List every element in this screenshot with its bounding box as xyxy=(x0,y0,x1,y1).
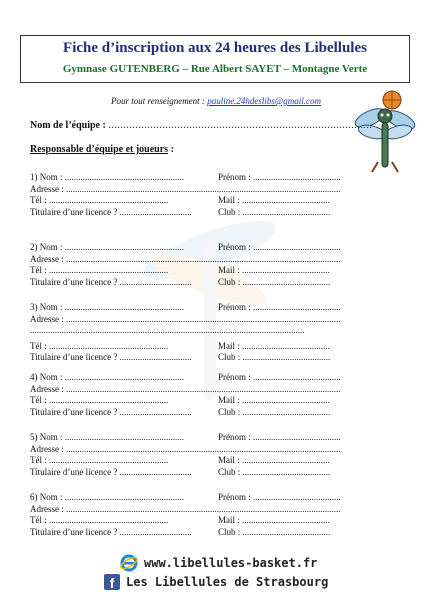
form-line xyxy=(30,467,370,479)
club-input-dots[interactable]: ....................................... xyxy=(242,352,331,362)
player-number: 6) xyxy=(30,492,38,502)
header-box xyxy=(20,35,410,83)
prenom-input-dots[interactable]: ....................................... xyxy=(253,492,341,502)
licence-label: Titulaire d’une licence ? xyxy=(30,206,118,217)
form-right-column xyxy=(218,277,330,289)
adresse-label: Adresse : xyxy=(30,443,64,454)
mail-input-dots[interactable]: ....................................... xyxy=(242,395,330,405)
form-line xyxy=(30,184,370,196)
form-line xyxy=(30,325,370,337)
form-line xyxy=(30,492,370,504)
tel-label: Tél : xyxy=(30,395,47,405)
player-number: 1) xyxy=(30,172,38,182)
form-line xyxy=(30,314,370,326)
form-right-column xyxy=(218,195,330,207)
club-input-dots[interactable]: ....................................... xyxy=(242,526,331,537)
form-line xyxy=(30,444,370,456)
nom-input-dots[interactable]: ..................................................... xyxy=(64,302,185,312)
adresse-input-dots[interactable]: .......................................................................................................................... xyxy=(66,503,341,514)
form-line xyxy=(30,395,370,407)
form-right-column xyxy=(218,395,330,407)
nom-input-dots[interactable]: ..................................................... xyxy=(64,492,185,502)
form-line xyxy=(30,341,370,353)
prenom-label: Prénom : xyxy=(218,492,251,502)
prenom-label: Prénom : xyxy=(218,302,251,312)
adresse-input-dots[interactable]: .......................................................................................................................... xyxy=(66,313,341,324)
licence-input-dots[interactable]: ................................ xyxy=(119,206,192,217)
prenom-label: Prénom : xyxy=(218,242,251,252)
form-right-column xyxy=(218,265,330,277)
team-name-field[interactable] xyxy=(30,120,372,131)
adresse-label: Adresse : xyxy=(30,383,64,394)
tel-input-dots[interactable]: ..................................................... xyxy=(49,265,169,275)
form-right-column xyxy=(218,455,330,467)
prenom-input-dots[interactable]: ....................................... xyxy=(253,172,341,182)
tel-input-dots[interactable]: ..................................................... xyxy=(49,195,169,205)
form-line xyxy=(30,432,370,444)
tel-label: Tél : xyxy=(30,195,47,205)
licence-label: Titulaire d’une licence ? xyxy=(30,526,118,537)
tel-label: Tél : xyxy=(30,265,47,275)
mail-label: Mail : xyxy=(218,265,240,275)
website-link[interactable]: www.libellules-basket.fr xyxy=(144,556,318,570)
team-name-label: Nom de l’équipe : xyxy=(30,120,106,131)
tel-input-dots[interactable]: ..................................................... xyxy=(49,515,169,525)
form-line xyxy=(30,254,370,266)
page-title: Fiche d’inscription aux 24 heures des Libellules xyxy=(63,40,367,56)
club-label: Club : xyxy=(218,352,241,362)
club-label: Club : xyxy=(218,206,241,217)
form-right-column xyxy=(218,527,330,539)
facebook-icon: f xyxy=(104,574,120,590)
player-block xyxy=(30,492,370,538)
form-right-column xyxy=(218,432,341,444)
club-label: Club : xyxy=(218,276,241,287)
adresse-input-dots[interactable]: .......................................................................................................................... xyxy=(66,183,341,194)
form-right-column xyxy=(218,341,330,353)
prenom-input-dots[interactable]: ....................................... xyxy=(253,302,341,312)
mail-input-dots[interactable]: ....................................... xyxy=(242,340,330,351)
form-right-column xyxy=(218,515,330,527)
club-label: Club : xyxy=(218,406,241,417)
mail-label: Mail : xyxy=(218,340,240,351)
contact-email-link[interactable]: pauline.24hdeslibs@gmail.com xyxy=(207,96,321,106)
section-heading-label: Responsable d’équipe et joueurs xyxy=(30,144,169,155)
section-heading xyxy=(30,144,174,155)
section-heading-suffix: : xyxy=(168,144,174,155)
internet-explorer-icon xyxy=(120,554,138,572)
club-label: Club : xyxy=(218,466,241,477)
form-line xyxy=(30,195,370,207)
nom-label: Nom : xyxy=(39,372,63,382)
nom-input-dots[interactable]: ..................................................... xyxy=(64,432,185,442)
prenom-input-dots[interactable]: ....................................... xyxy=(253,372,341,382)
licence-label: Titulaire d’une licence ? xyxy=(30,406,118,417)
adresse-label: Adresse : xyxy=(30,253,64,264)
tel-label: Tél : xyxy=(30,340,47,351)
form-right-column xyxy=(218,492,341,504)
form-right-column xyxy=(218,302,341,314)
form-right-column xyxy=(218,207,330,219)
licence-input-dots[interactable]: ................................ xyxy=(119,276,192,287)
adresse-input-dots[interactable]: .......................................................................................................................... xyxy=(66,253,341,264)
form-line xyxy=(30,207,370,219)
mail-label: Mail : xyxy=(218,455,240,465)
form-line xyxy=(30,527,370,539)
mail-input-dots[interactable]: ....................................... xyxy=(242,195,330,205)
licence-input-dots[interactable]: ................................ xyxy=(119,526,192,537)
dragonfly-mascot-logo xyxy=(352,86,418,176)
form-line xyxy=(30,455,370,467)
tel-label: Tél : xyxy=(30,515,47,525)
nom-input-dots[interactable]: ..................................................... xyxy=(64,242,185,252)
form-line xyxy=(30,372,370,384)
player-number: 4) xyxy=(30,372,38,382)
club-label: Club : xyxy=(218,526,241,537)
adresse-input-dots[interactable]: .......................................................................................................................... xyxy=(66,383,341,394)
adresse-extra-dots[interactable]: .......................................................................................................................... xyxy=(30,325,305,335)
footer-website[interactable] xyxy=(120,554,317,572)
club-input-dots[interactable]: ....................................... xyxy=(242,276,331,287)
form-line xyxy=(30,515,370,527)
mail-input-dots[interactable]: ....................................... xyxy=(242,515,330,525)
adresse-label: Adresse : xyxy=(30,313,64,324)
prenom-label: Prénom : xyxy=(218,432,251,442)
prenom-label: Prénom : xyxy=(218,172,251,182)
prenom-input-dots[interactable]: ....................................... xyxy=(253,242,341,252)
form-line xyxy=(30,302,370,314)
form-right-column xyxy=(218,372,341,384)
form-right-column xyxy=(218,352,330,364)
nom-label: Nom : xyxy=(39,302,63,312)
nom-label: Nom : xyxy=(39,242,63,252)
tel-input-dots[interactable]: ..................................................... xyxy=(49,455,169,465)
mail-label: Mail : xyxy=(218,395,240,405)
form-line xyxy=(30,352,370,364)
club-input-dots[interactable]: ....................................... xyxy=(242,466,331,477)
licence-label: Titulaire d’une licence ? xyxy=(30,352,118,362)
player-block xyxy=(30,432,370,478)
mail-input-dots[interactable]: ....................................... xyxy=(242,455,330,465)
prenom-label: Prénom : xyxy=(218,372,251,382)
player-block xyxy=(30,242,370,288)
team-name-dots: ........................................................................................ xyxy=(108,120,373,131)
form-right-column xyxy=(218,242,341,254)
player-block xyxy=(30,172,370,218)
licence-input-dots[interactable]: ................................ xyxy=(119,352,192,362)
prenom-input-dots[interactable]: ....................................... xyxy=(253,432,341,442)
form-line xyxy=(30,265,370,277)
facebook-link[interactable]: Les Libellules de Strasbourg xyxy=(126,575,329,589)
mail-label: Mail : xyxy=(218,195,240,205)
form-right-column xyxy=(218,467,330,479)
nom-input-dots[interactable]: ..................................................... xyxy=(64,172,185,182)
licence-label: Titulaire d’une licence ? xyxy=(30,276,118,287)
licence-input-dots[interactable]: ................................ xyxy=(119,466,192,477)
tel-label: Tél : xyxy=(30,455,47,465)
player-block xyxy=(30,302,370,364)
player-number: 3) xyxy=(30,302,38,312)
page-subtitle: Gymnase GUTENBERG – Rue Albert SAYET – Montagne Verte xyxy=(62,63,368,75)
tel-input-dots[interactable]: ..................................................... xyxy=(49,395,169,405)
form-line xyxy=(30,242,370,254)
club-input-dots[interactable]: ....................................... xyxy=(242,406,331,417)
player-number: 2) xyxy=(30,242,38,252)
mail-label: Mail : xyxy=(218,515,240,525)
player-number: 5) xyxy=(30,432,38,442)
contact-label: Pour tout renseignement : xyxy=(111,96,205,106)
adresse-label: Adresse : xyxy=(30,183,64,194)
form-line xyxy=(30,277,370,289)
mail-input-dots[interactable]: ....................................... xyxy=(242,265,330,275)
club-input-dots[interactable]: ....................................... xyxy=(242,206,331,217)
form-line xyxy=(30,407,370,419)
adresse-label: Adresse : xyxy=(30,503,64,514)
nom-label: Nom : xyxy=(39,172,63,182)
licence-input-dots[interactable]: ................................ xyxy=(119,406,192,417)
nom-label: Nom : xyxy=(39,492,63,502)
adresse-input-dots[interactable]: .......................................................................................................................... xyxy=(66,443,341,454)
player-block xyxy=(30,372,370,418)
form-right-column xyxy=(218,407,330,419)
licence-label: Titulaire d’une licence ? xyxy=(30,466,118,477)
form-line xyxy=(30,172,370,184)
nom-input-dots[interactable]: ..................................................... xyxy=(64,372,185,382)
footer-facebook[interactable] xyxy=(104,574,328,590)
tel-input-dots[interactable]: ..................................................... xyxy=(49,340,169,351)
form-right-column xyxy=(218,172,341,184)
nom-label: Nom : xyxy=(39,432,63,442)
form-line xyxy=(30,384,370,396)
form-line xyxy=(30,504,370,516)
